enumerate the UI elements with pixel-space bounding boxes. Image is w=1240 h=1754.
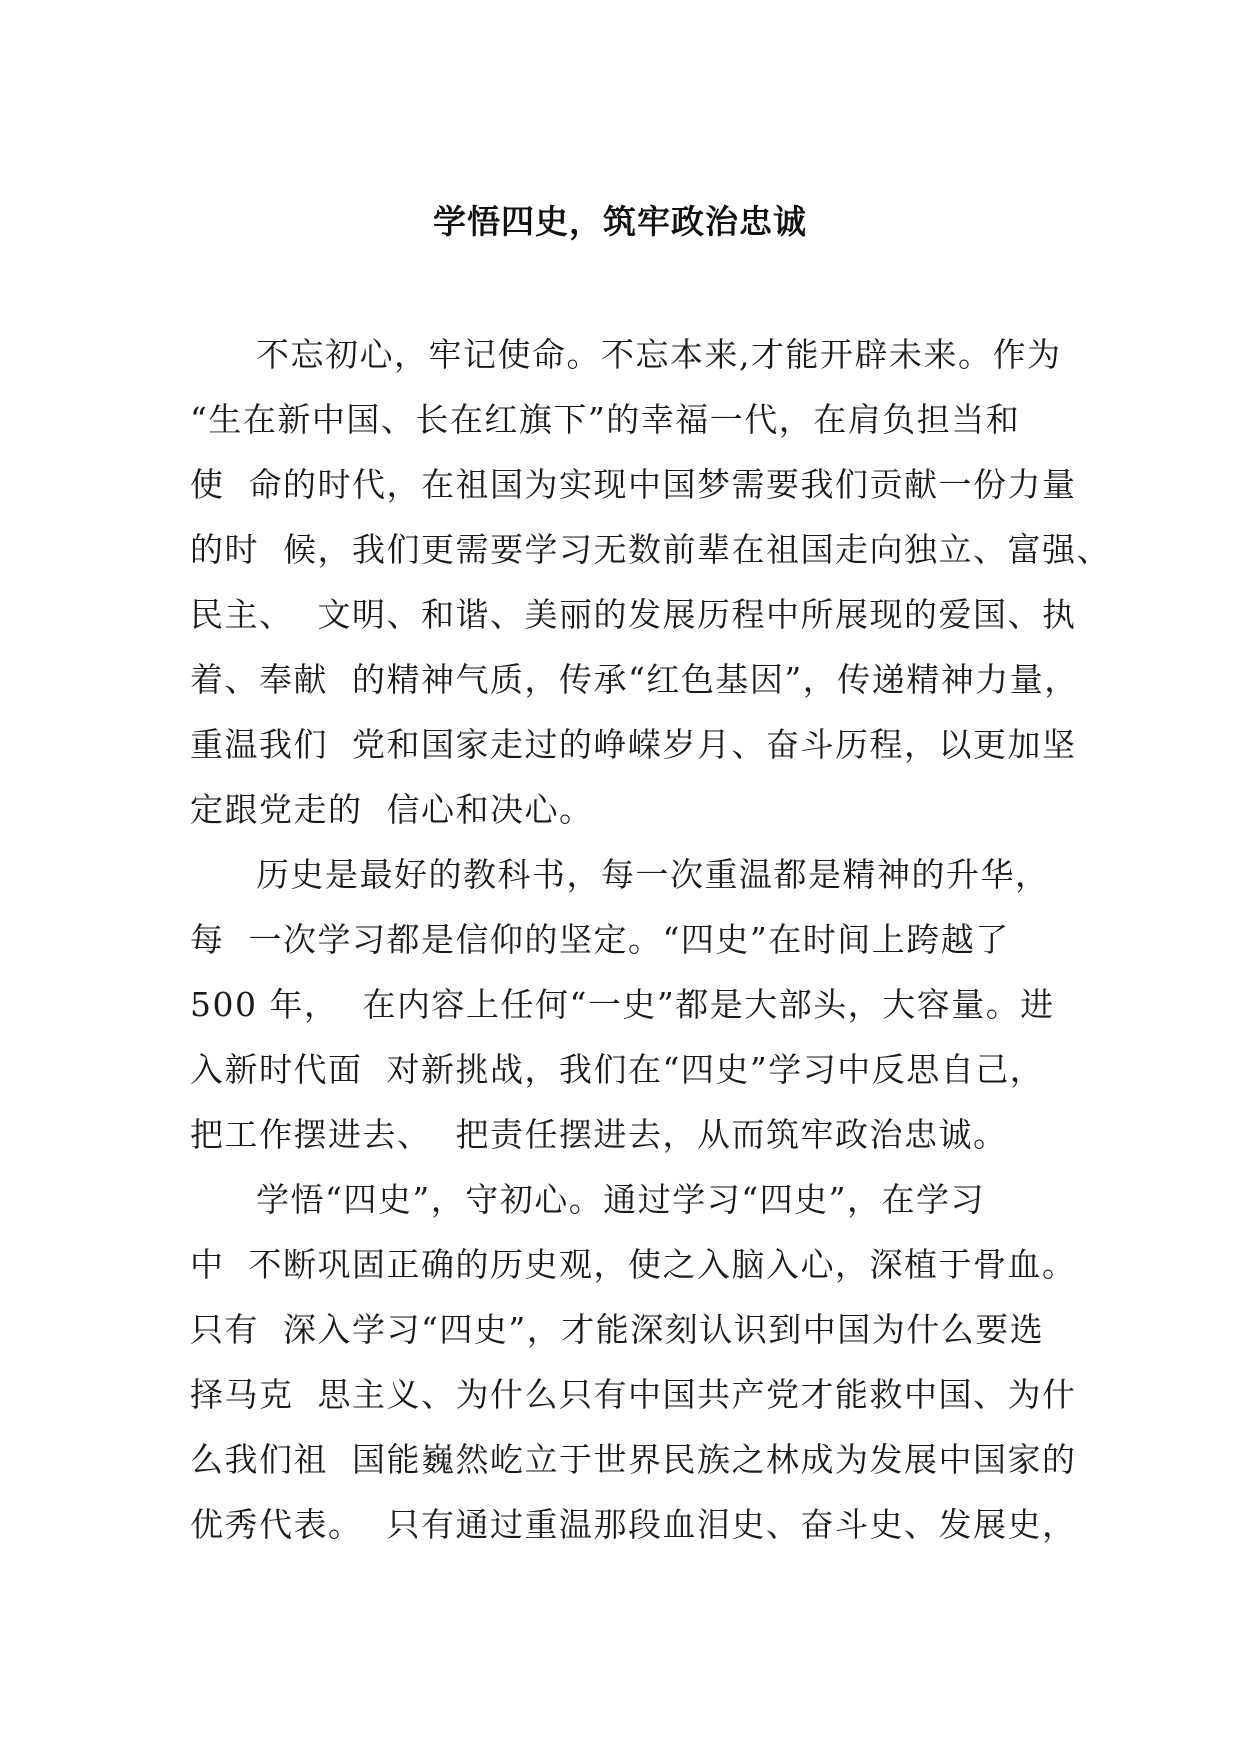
text-line: 只有 深入学习“四史”，才能深刻认识到中国为什么要选	[190, 1310, 1045, 1349]
paragraph-1	[190, 322, 1111, 842]
document-title: 学悟四史，筑牢政治忠诚	[433, 202, 807, 241]
paragraph-3	[190, 1167, 1077, 1557]
document-body	[190, 322, 1111, 1557]
text-line: “生在新中国、长在红旗下”的幸福一代，在肩负担当和	[190, 400, 1021, 439]
text-line: 优秀代表。 只有通过重温那段血泪史、奋斗史、发展史，	[190, 1505, 1077, 1544]
text-line: 民主、 文明、和谐、美丽的发展历程中所展现的爱国、执	[190, 595, 1077, 634]
text-line: 入新时代面 对新挑战，我们在“四史”学习中反思自己，	[190, 1050, 1045, 1089]
text-line: 使 命的时代，在祖国为实现中国梦需要我们贡献一份力量	[190, 465, 1077, 504]
text-line: 中 不断巩固正确的历史观，使之入脑入心，深植于骨血。	[190, 1245, 1077, 1284]
paragraph-2	[190, 842, 1060, 1167]
text-line: 的时 候，我们更需要学习无数前辈在祖国走向独立、富强、	[190, 530, 1111, 569]
text-line: 把工作摆进去、 把责任摆进去，从而筑牢政治忠诚。	[190, 1115, 1008, 1154]
text-line: 么我们祖 国能巍然屹立于世界民族之林成为发展中国家的	[190, 1440, 1077, 1479]
text-line: 学悟“四史”，守初心。通过学习“四史”，在学习	[256, 1180, 985, 1219]
text-line: 500 年， 在内容上任何“一史”都是大部头，大容量。进	[190, 985, 1055, 1024]
text-line: 定跟党走的 信心和决心。	[190, 790, 594, 829]
text-line: 每 一次学习都是信仰的坚定。“四史”在时间上跨越了	[190, 920, 1010, 959]
text-line: 重温我们 党和国家走过的峥嵘岁月、奋斗历程，以更加坚	[190, 725, 1077, 764]
text-line: 择马克 思主义、为什么只有中国共产党才能救中国、为什	[190, 1375, 1077, 1414]
text-line: 历史是最好的教科书，每一次重温都是精神的升华，	[256, 855, 1050, 894]
text-line: 着、奉献 的精神气质，传承“红色基因”，传递精神力量，	[190, 660, 1079, 699]
text-line: 不忘初心，牢记使命。不忘本来,才能开辟未来。作为	[256, 335, 1062, 374]
